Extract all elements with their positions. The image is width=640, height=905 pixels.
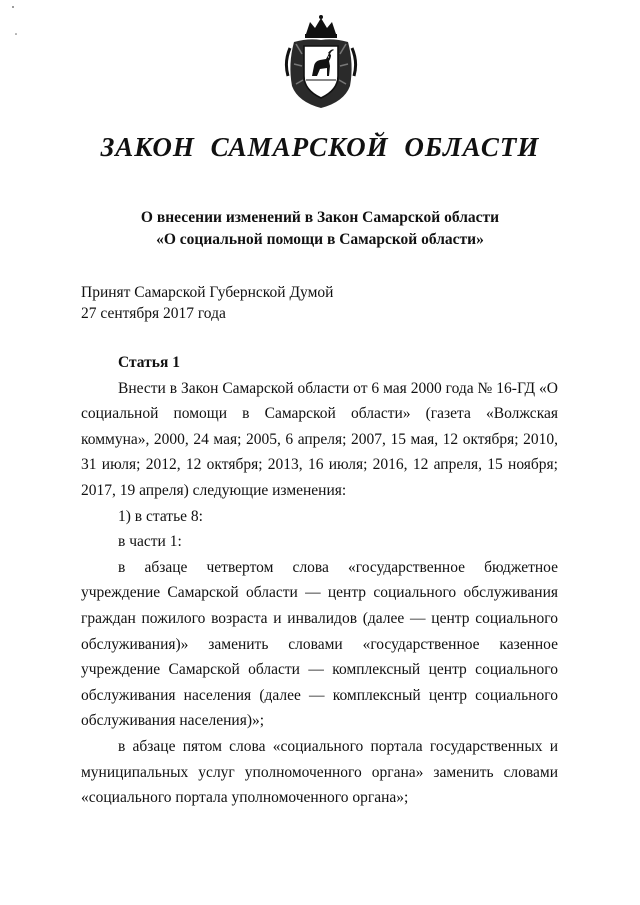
adoption-note [81, 282, 333, 324]
article-body [81, 350, 558, 811]
law-subtitle [0, 207, 640, 251]
law-subtitle-line: «О социальной помощи в Самарской области» [156, 231, 484, 248]
scan-specks [0, 0, 30, 40]
article-paragraph: в абзаце четвертом слова «государственное бюджетное учреждение Самарской области — центр социального обслуживания граждан пожилого возраста и инвалидов (далее — центр социального обслуживания)» заменить словами «государственное казенное учреждение Самарской области — комплексный центр социального обслуживания населения (далее — комплексный центр социального обслуживания населения)»; [81, 558, 558, 730]
article-paragraph: Внести в Закон Самарской области от 6 мая 2000 года № 16-ГД «О социальной помощи в Самарской области» (газета «Волжская коммуна», 2000, 24 мая; 2005, 6 апреля; 2007, 15 мая, 12 октября; 2010, 31 июля; 2012, 12 октября; 2013, 16 июля; 2016, 12 апреля, 15 ноября; 2017, 19 апреля) следующие изменения: [81, 379, 558, 499]
article-paragraph: в части 1: [118, 533, 182, 551]
article-heading: Статья 1 [118, 354, 180, 371]
samara-coat-of-arms-icon [284, 14, 358, 110]
law-subtitle-line: О внесении изменений в Закон Самарской области [140, 209, 500, 226]
article-paragraph: в абзаце пятом слова «социального портала государственных и муниципальных услуг уполномоченного органа» заменить словами «социального портала уполномоченного органа»; [81, 737, 558, 807]
adoption-body: Принят Самарской Губернской Думой [81, 284, 334, 301]
article-paragraph: 1) в статье 8: [118, 507, 203, 525]
adoption-date: 27 сентября 2017 года [81, 305, 226, 322]
law-title: ЗАКОН САМАРСКОЙ ОБЛАСТИ [100, 132, 540, 162]
